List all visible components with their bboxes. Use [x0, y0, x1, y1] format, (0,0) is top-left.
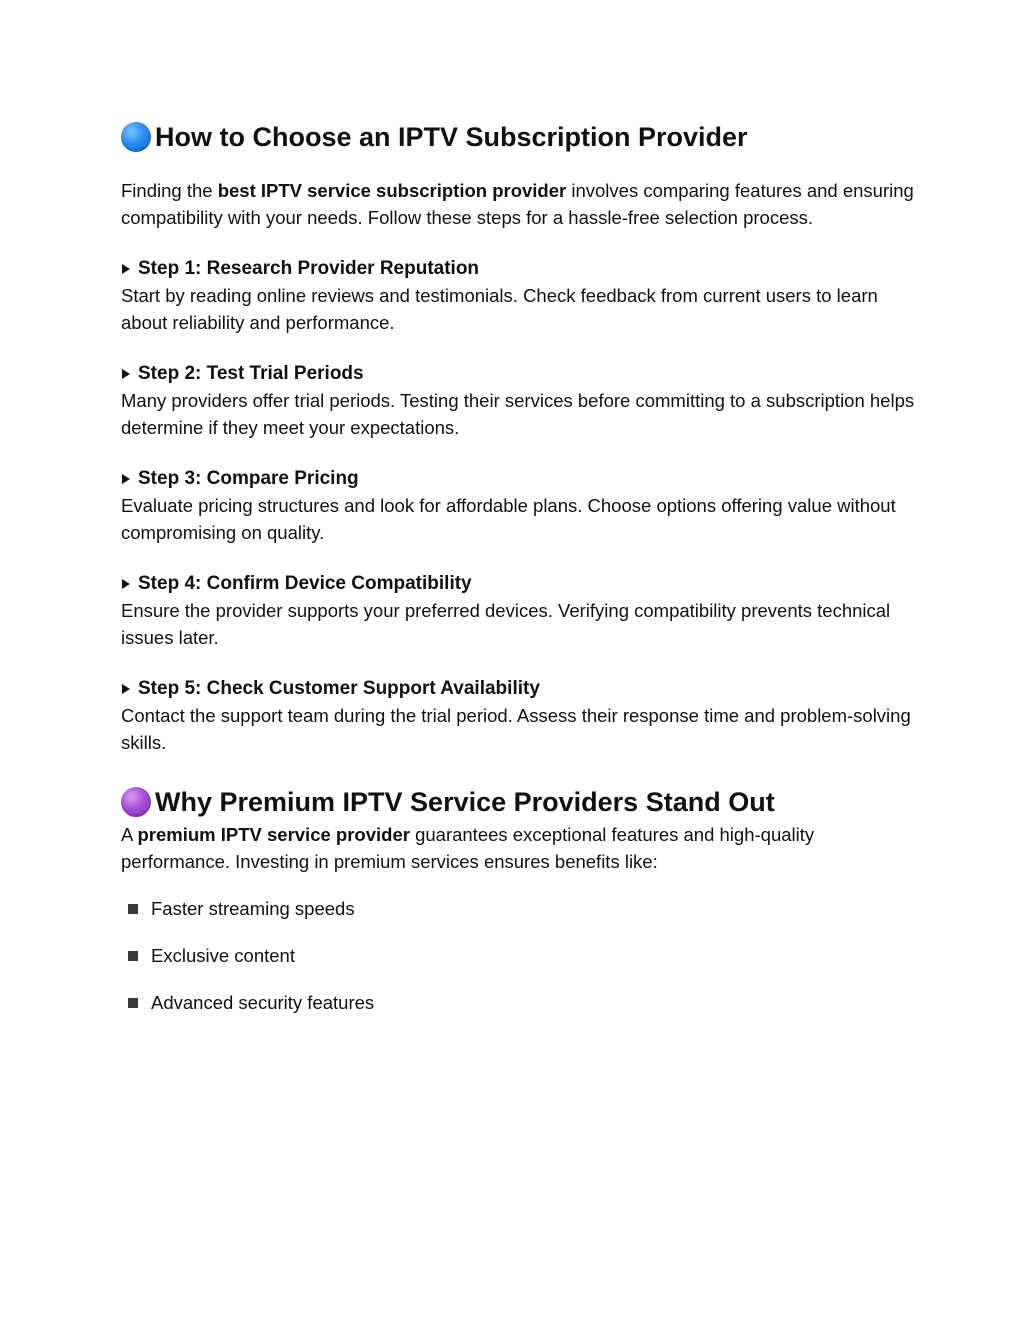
- intro-text-post: involves comparing features and ensuring compatibility with your needs. Follow these steps for a hassle-free selection process.: [121, 180, 914, 228]
- step-title: Step 5: Check Customer Support Availability: [138, 678, 540, 699]
- section-heading-choose-provider: [121, 118, 921, 156]
- intro-text-bold: best IPTV service subscription provider: [217, 180, 567, 201]
- step-description-5: Contact the support team during the trial period. Assess their response time and problem-solving skills.: [121, 705, 911, 753]
- premium-intro-paragraph: [121, 821, 921, 875]
- step-heading-2: [121, 360, 921, 387]
- step-heading-4: [121, 570, 921, 597]
- triangle-bullet-icon: [122, 579, 130, 589]
- step-heading-3: [121, 465, 921, 492]
- square-bullet-icon: [128, 998, 138, 1008]
- step-title: Step 2: Test Trial Periods: [138, 363, 364, 384]
- list-item: [121, 942, 921, 969]
- step-description-2: Many providers offer trial periods. Testing their services before committing to a subscription helps determine if they meet your expectations.: [121, 390, 915, 438]
- list-item-label: Advanced security features: [151, 992, 375, 1013]
- step-title: Step 1: Research Provider Reputation: [138, 258, 480, 279]
- list-item: [121, 989, 921, 1016]
- triangle-bullet-icon: [122, 369, 130, 379]
- document-page: [121, 118, 921, 1036]
- list-item-label: Exclusive content: [151, 945, 295, 966]
- step-title: Step 4: Confirm Device Compatibility: [138, 573, 472, 594]
- premium-intro-post: guarantees exceptional features and high-quality performance. Investing in premium services ensures benefits like:: [121, 824, 815, 872]
- step-title: Step 3: Compare Pricing: [138, 468, 359, 489]
- square-bullet-icon: [128, 904, 138, 914]
- premium-intro-pre: A: [121, 824, 138, 845]
- square-bullet-icon: [128, 951, 138, 961]
- step-description-4: Ensure the provider supports your preferred devices. Verifying compatibility prevents technical issues later.: [121, 600, 891, 648]
- triangle-bullet-icon: [122, 264, 130, 274]
- list-item-label: Faster streaming speeds: [151, 898, 355, 919]
- purple-circle-icon: [121, 787, 151, 817]
- section-title: Why Premium IPTV Service Providers Stand Out: [155, 787, 775, 817]
- section-heading-premium-providers: [121, 783, 921, 821]
- triangle-bullet-icon: [122, 474, 130, 484]
- benefits-list: [121, 895, 921, 1016]
- step-description-1: Start by reading online reviews and testimonials. Check feedback from current users to learn about reliability and performance.: [121, 285, 878, 333]
- step-heading-5: [121, 675, 921, 702]
- premium-intro-bold: premium IPTV service provider: [137, 824, 410, 845]
- blue-circle-icon: [121, 122, 151, 152]
- section-title: How to Choose an IPTV Subscription Provider: [155, 122, 748, 152]
- intro-paragraph: [121, 177, 921, 231]
- triangle-bullet-icon: [122, 684, 130, 694]
- step-description-3: Evaluate pricing structures and look for affordable plans. Choose options offering value without compromising on quality.: [121, 495, 896, 543]
- intro-text-pre: Finding the: [121, 180, 218, 201]
- list-item: [121, 895, 921, 922]
- step-heading-1: [121, 255, 921, 282]
